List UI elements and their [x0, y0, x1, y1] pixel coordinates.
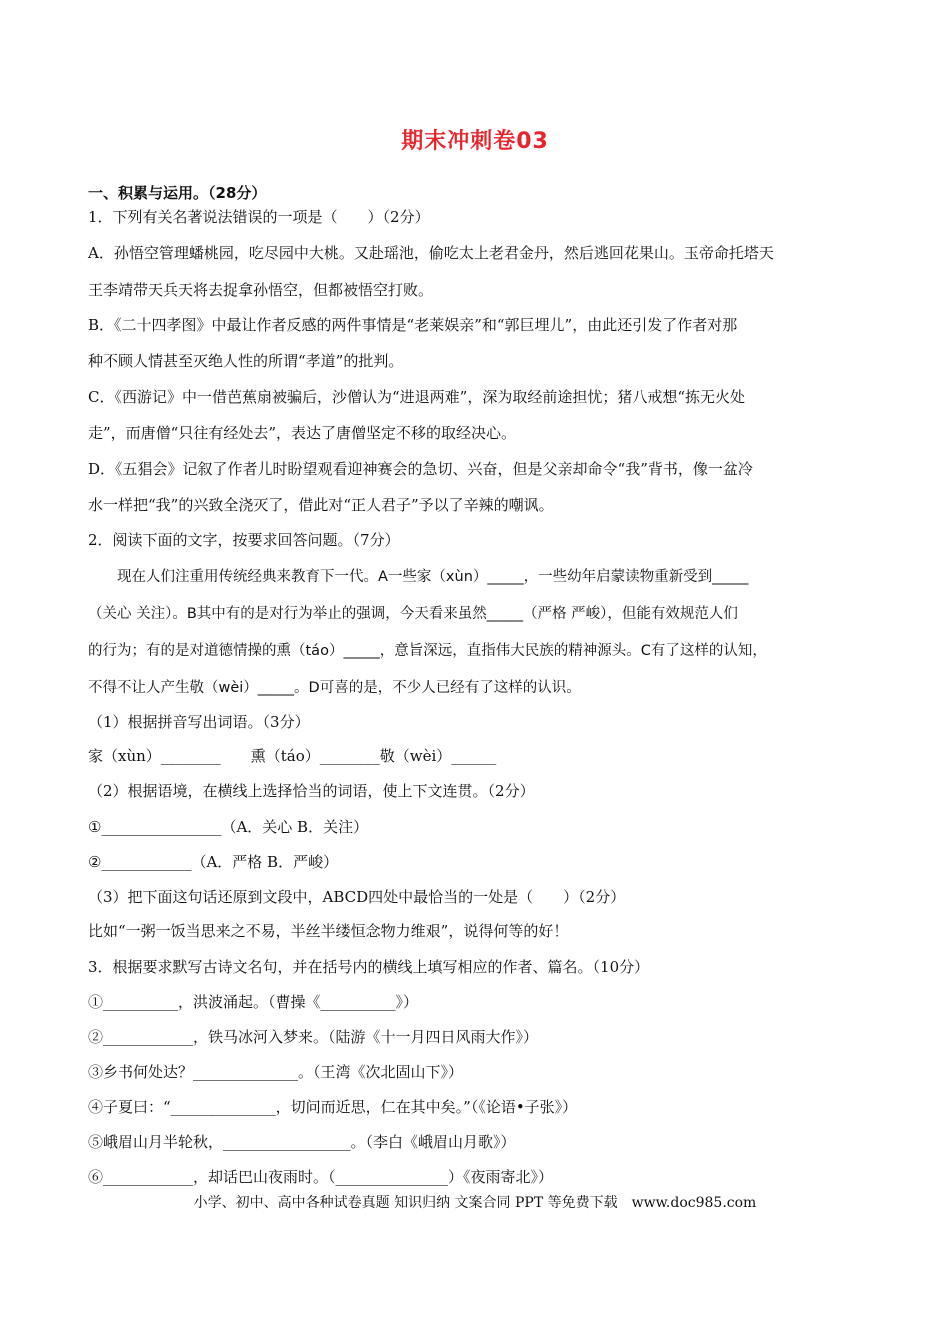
sub-question-2-blank-1: ①________________（A．关心 B．关注） — [88, 818, 369, 836]
passage-line-1: 现在人们注重用传统经典来教育下一代。A一些家（xùn）_____，一些幼年启蒙读物重新受到_____ — [88, 569, 749, 585]
passage-line-4: 不得不让人产生敬（wèi）_____。D可喜的是，不少人已经有了这样的认识。 — [88, 680, 581, 696]
question-1: 1．下列有关名著说法错误的一项是（ ）（2分） — [88, 208, 430, 226]
poem-line-4: ④子夏曰：“______________，切问而近思，仁在其中矣。”（《论语•子张》） — [88, 1098, 578, 1116]
sub-question-3-sentence: 比如“一粥一饭当思来之不易，半丝半缕恒念物力维艰”，说得何等的好！ — [88, 922, 569, 940]
sub-question-3: （3）把下面这句话还原到文段中，ABCD四处中最恰当的一处是（ ）（2分） — [88, 888, 626, 906]
option-b-line-1: B．《二十四孝图》中最让作者反感的两件事情是“老莱娱亲”和“郭巨埋儿”，由此还引发了作者对那 — [88, 316, 738, 334]
poem-line-2: ②____________，铁马冰河入梦来。（陆游《十一月四日风雨大作》） — [88, 1028, 539, 1046]
option-b-line-2: 种不顾人情甚至灭绝人性的所谓“孝道”的批判。 — [88, 352, 404, 370]
passage-line-2: （关心 关注）。B其中有的是对行为举止的强调，今天看来虽然_____（严格 严峻），但能有效规范人们 — [88, 606, 738, 622]
section-heading: 一、积累与运用。（28分） — [88, 184, 267, 202]
sub-question-2: （2）根据语境，在横线上选择恰当的词语，使上下文连贯。（2分） — [88, 782, 535, 800]
option-d-line-1: D．《五猖会》记叙了作者儿时盼望观看迎神赛会的急切、兴奋，但是父亲却命令“我”背书，像一盆冷 — [88, 460, 753, 478]
question-2: 2．阅读下面的文字，按要求回答问题。（7分） — [88, 531, 400, 549]
poem-line-3: ③乡书何处达？______________。（王湾《次北固山下》） — [88, 1063, 464, 1081]
question-3: 3．根据要求默写古诗文名句，并在括号内的横线上填写相应的作者、篇名。（10分） — [88, 958, 650, 976]
sub-question-1-blanks: 家（xùn）________ 熏（táo）________敬（wèi）______ — [88, 747, 497, 765]
sub-question-1: （1）根据拼音写出词语。（3分） — [88, 713, 310, 731]
option-a-line-2: 王李靖带天兵天将去捉拿孙悟空，但都被悟空打败。 — [88, 281, 434, 299]
option-c-line-1: C．《西游记》中一借芭蕉扇被骗后，沙僧认为“进退两难”，深为取经前途担忧；猪八戒想“拣无火处 — [88, 388, 745, 406]
poem-line-1: ①__________，洪波涌起。（曹操《__________》） — [88, 993, 419, 1011]
option-a-line-1: A．孙悟空管理蟠桃园，吃尽园中大桃。又赴瑶池，偷吃太上老君金丹，然后逃回花果山。玉帝命托塔天 — [88, 244, 774, 262]
passage-line-3: 的行为；有的是对道德情操的熏（táo）_____，意旨深远，直指伟大民族的精神源头。C有了这样的认知， — [88, 643, 767, 659]
page-title: 期末冲刺卷03 — [401, 129, 549, 154]
option-c-line-2: 走”，而唐僧“只往有经处去”，表达了唐僧坚定不移的取经决心。 — [88, 424, 517, 442]
poem-line-6: ⑥____________，却话巴山夜雨时。（_______________）《夜雨寄北》） — [88, 1168, 554, 1186]
page-footer: 小学、初中、高中各种试卷真题 知识归纳 文案合同 PPT 等免费下载 www.doc985.com — [193, 1195, 757, 1211]
sub-question-2-blank-2: ②____________（A．严格 B．严峻） — [88, 853, 339, 871]
poem-line-5: ⑤峨眉山月半轮秋，_________________。（李白《峨眉山月歌》） — [88, 1133, 516, 1151]
option-d-line-2: 水一样把“我”的兴致全浇灭了，借此对“正人君子”予以了辛辣的嘲讽。 — [88, 496, 554, 514]
